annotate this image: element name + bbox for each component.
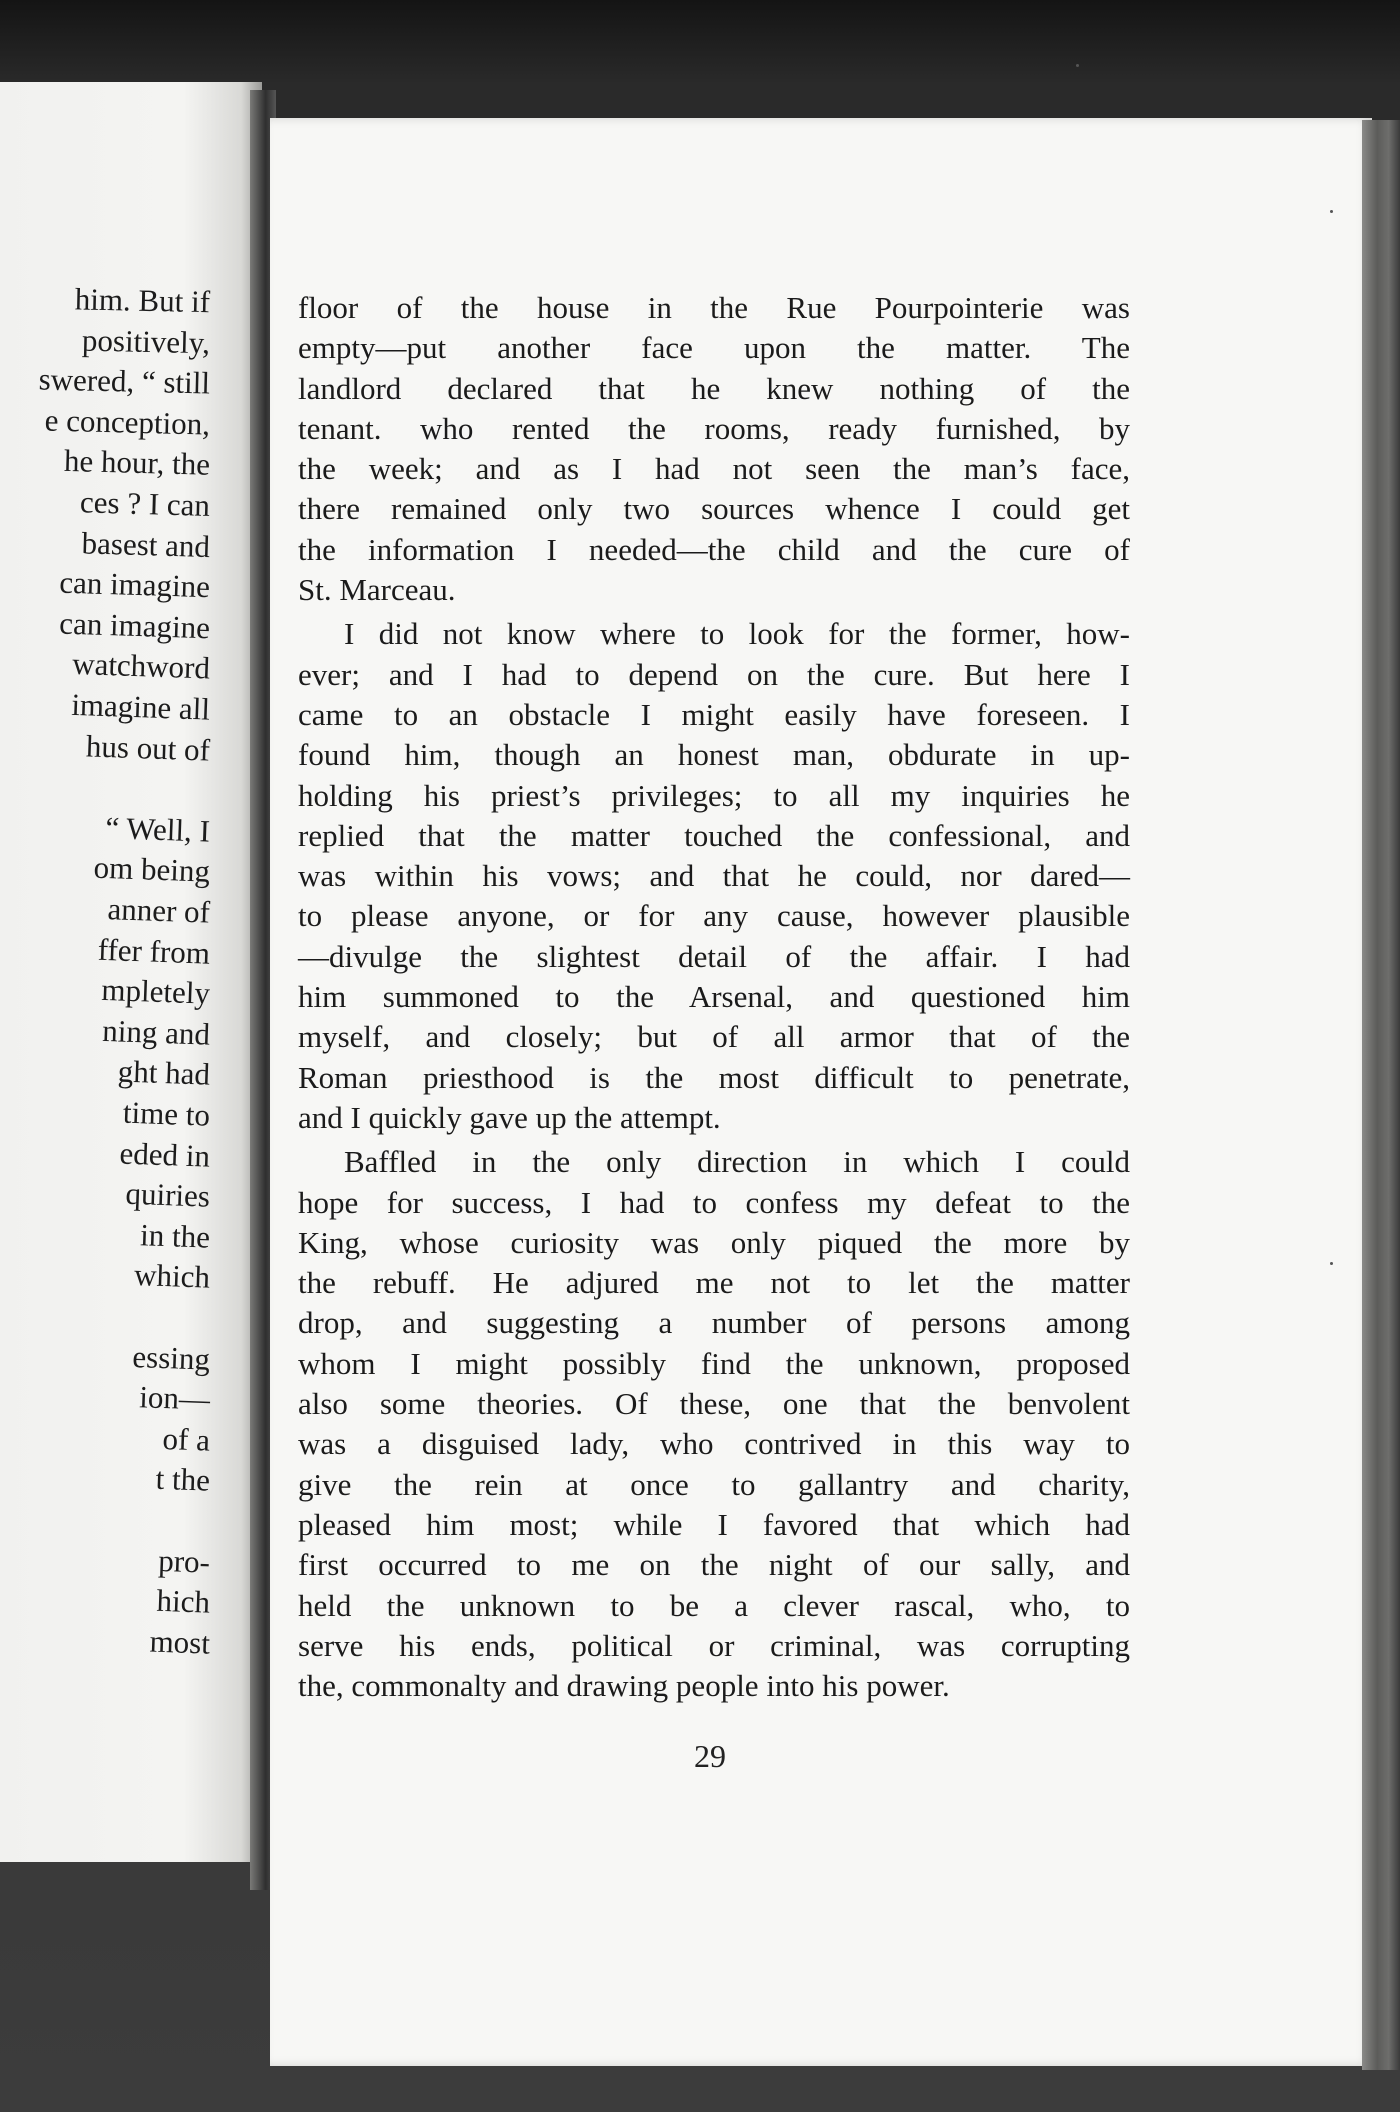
left-page-line: of a — [162, 1420, 211, 1458]
dust-speck — [1076, 64, 1079, 67]
left-page-line: ning and — [101, 1012, 211, 1052]
text-line: St. Marceau. — [298, 572, 456, 608]
text-line: Roman priesthood is the most difficult to penetrate, — [298, 1059, 1130, 1095]
left-page-line: positively, — [81, 322, 211, 360]
left-page-line: eded in — [119, 1135, 211, 1174]
text-line: ever; and I had to depend on the cure. But here I — [298, 656, 1130, 692]
paragraph — [298, 614, 1130, 1138]
text-line: the week; and as I had not seen the man’s face, — [298, 451, 1130, 487]
left-page-line: basest and — [81, 524, 211, 564]
text-line: pleased him most; while I favored that which had — [298, 1506, 1130, 1542]
left-page-line: essing — [131, 1338, 211, 1377]
text-line: tenant. who rented the rooms, ready furnished, by — [298, 410, 1130, 446]
left-page-line: pro- — [157, 1542, 211, 1580]
left-page-line: he hour, the — [63, 443, 211, 483]
text-line: serve his ends, political or criminal, was corrupting — [298, 1627, 1130, 1663]
text-line: floor of the house in the Rue Pourpointerie was — [298, 290, 1130, 325]
left-page-line: swered, “ still — [38, 361, 211, 401]
text-line: replied that the matter touched the confessional, and — [298, 817, 1130, 853]
left-page-line: e conception, — [44, 402, 211, 442]
left-page-line: ght had — [117, 1053, 211, 1093]
text-line: I did not know where to look for the former, how- — [344, 616, 1130, 652]
left-page-line: ffer from — [97, 931, 211, 971]
text-line: held the unknown to be a clever rascal, who, to — [298, 1587, 1130, 1623]
text-line: empty—put another face upon the matter. The — [298, 330, 1130, 366]
text-line: hope for success, I had to confess my defeat to the — [298, 1184, 1130, 1220]
left-page-line: in the — [139, 1217, 211, 1255]
dust-speck — [1330, 210, 1333, 213]
text-line: and I quickly gave up the attempt. — [298, 1099, 721, 1135]
left-page-line: om being — [93, 850, 211, 890]
text-line: whom I might possibly find the unknown, proposed — [298, 1345, 1130, 1381]
left-page-line: hus out of — [85, 727, 211, 768]
body-text — [298, 288, 1130, 1706]
left-page-line: anner of — [106, 891, 211, 930]
left-page-line: watchword — [71, 646, 211, 686]
text-line: drop, and suggesting a number of persons among — [298, 1305, 1130, 1341]
left-page-line: imagine all — [70, 686, 211, 727]
left-page-line: him. But if — [74, 281, 211, 320]
text-line: give the rein at once to gallantry and charity, — [298, 1466, 1130, 1502]
text-line: landlord declared that he knew nothing of the — [298, 370, 1130, 406]
paragraph — [298, 1142, 1130, 1706]
left-page-line: most — [149, 1623, 211, 1661]
text-line: there remained only two sources whence I could get — [298, 491, 1130, 527]
text-line: him summoned to the Arsenal, and questioned him — [298, 979, 1130, 1015]
text-line: to please anyone, or for any cause, however plausible — [298, 898, 1130, 934]
text-line: also some theories. Of these, one that the benvolent — [298, 1386, 1130, 1422]
left-page-line: mpletely — [100, 972, 211, 1011]
left-page-line: t the — [155, 1461, 211, 1499]
dust-speck — [1330, 1262, 1333, 1265]
text-line: Baffled in the only direction in which I could — [344, 1144, 1130, 1180]
text-line: holding his priest’s privileges; to all my inquiries he — [298, 777, 1130, 813]
text-line: myself, and closely; but of all armor that of the — [298, 1019, 1130, 1055]
left-page-line: can imagine — [58, 564, 211, 605]
left-page-line: quiries — [125, 1175, 211, 1214]
text-line: found him, though an honest man, obdurate in up- — [298, 737, 1130, 773]
page-edges — [1362, 120, 1400, 2070]
text-line: the rebuff. He adjured me not to let the matter — [298, 1265, 1130, 1301]
left-page-line: which — [133, 1257, 211, 1296]
left-page-line: ces ? I can — [79, 484, 211, 523]
page-number: 29 — [694, 1738, 726, 1774]
text-line: —divulge the slightest detail of the affair. I had — [298, 938, 1130, 974]
paragraph — [298, 288, 1130, 610]
text-line: the information I needed—the child and the cure of — [298, 531, 1130, 567]
left-page-line: hich — [156, 1583, 211, 1620]
left-page-line: ion— — [138, 1379, 211, 1417]
text-line: came to an obstacle I might easily have foreseen. I — [298, 696, 1130, 732]
text-line: was within his vows; and that he could, nor dared— — [298, 858, 1130, 894]
text-line: King, whose curiosity was only piqued the more by — [298, 1224, 1130, 1260]
left-page-line: time to — [122, 1094, 211, 1133]
left-page-line: “ Well, I — [104, 809, 211, 849]
left-page-line: can imagine — [58, 605, 211, 646]
text-line: was a disguised lady, who contrived in this way to — [298, 1426, 1130, 1462]
left-facing-page — [0, 82, 262, 1862]
text-line: first occurred to me on the night of our sally, and — [298, 1547, 1130, 1583]
text-line: the, commonalty and drawing people into his power. — [298, 1668, 950, 1704]
